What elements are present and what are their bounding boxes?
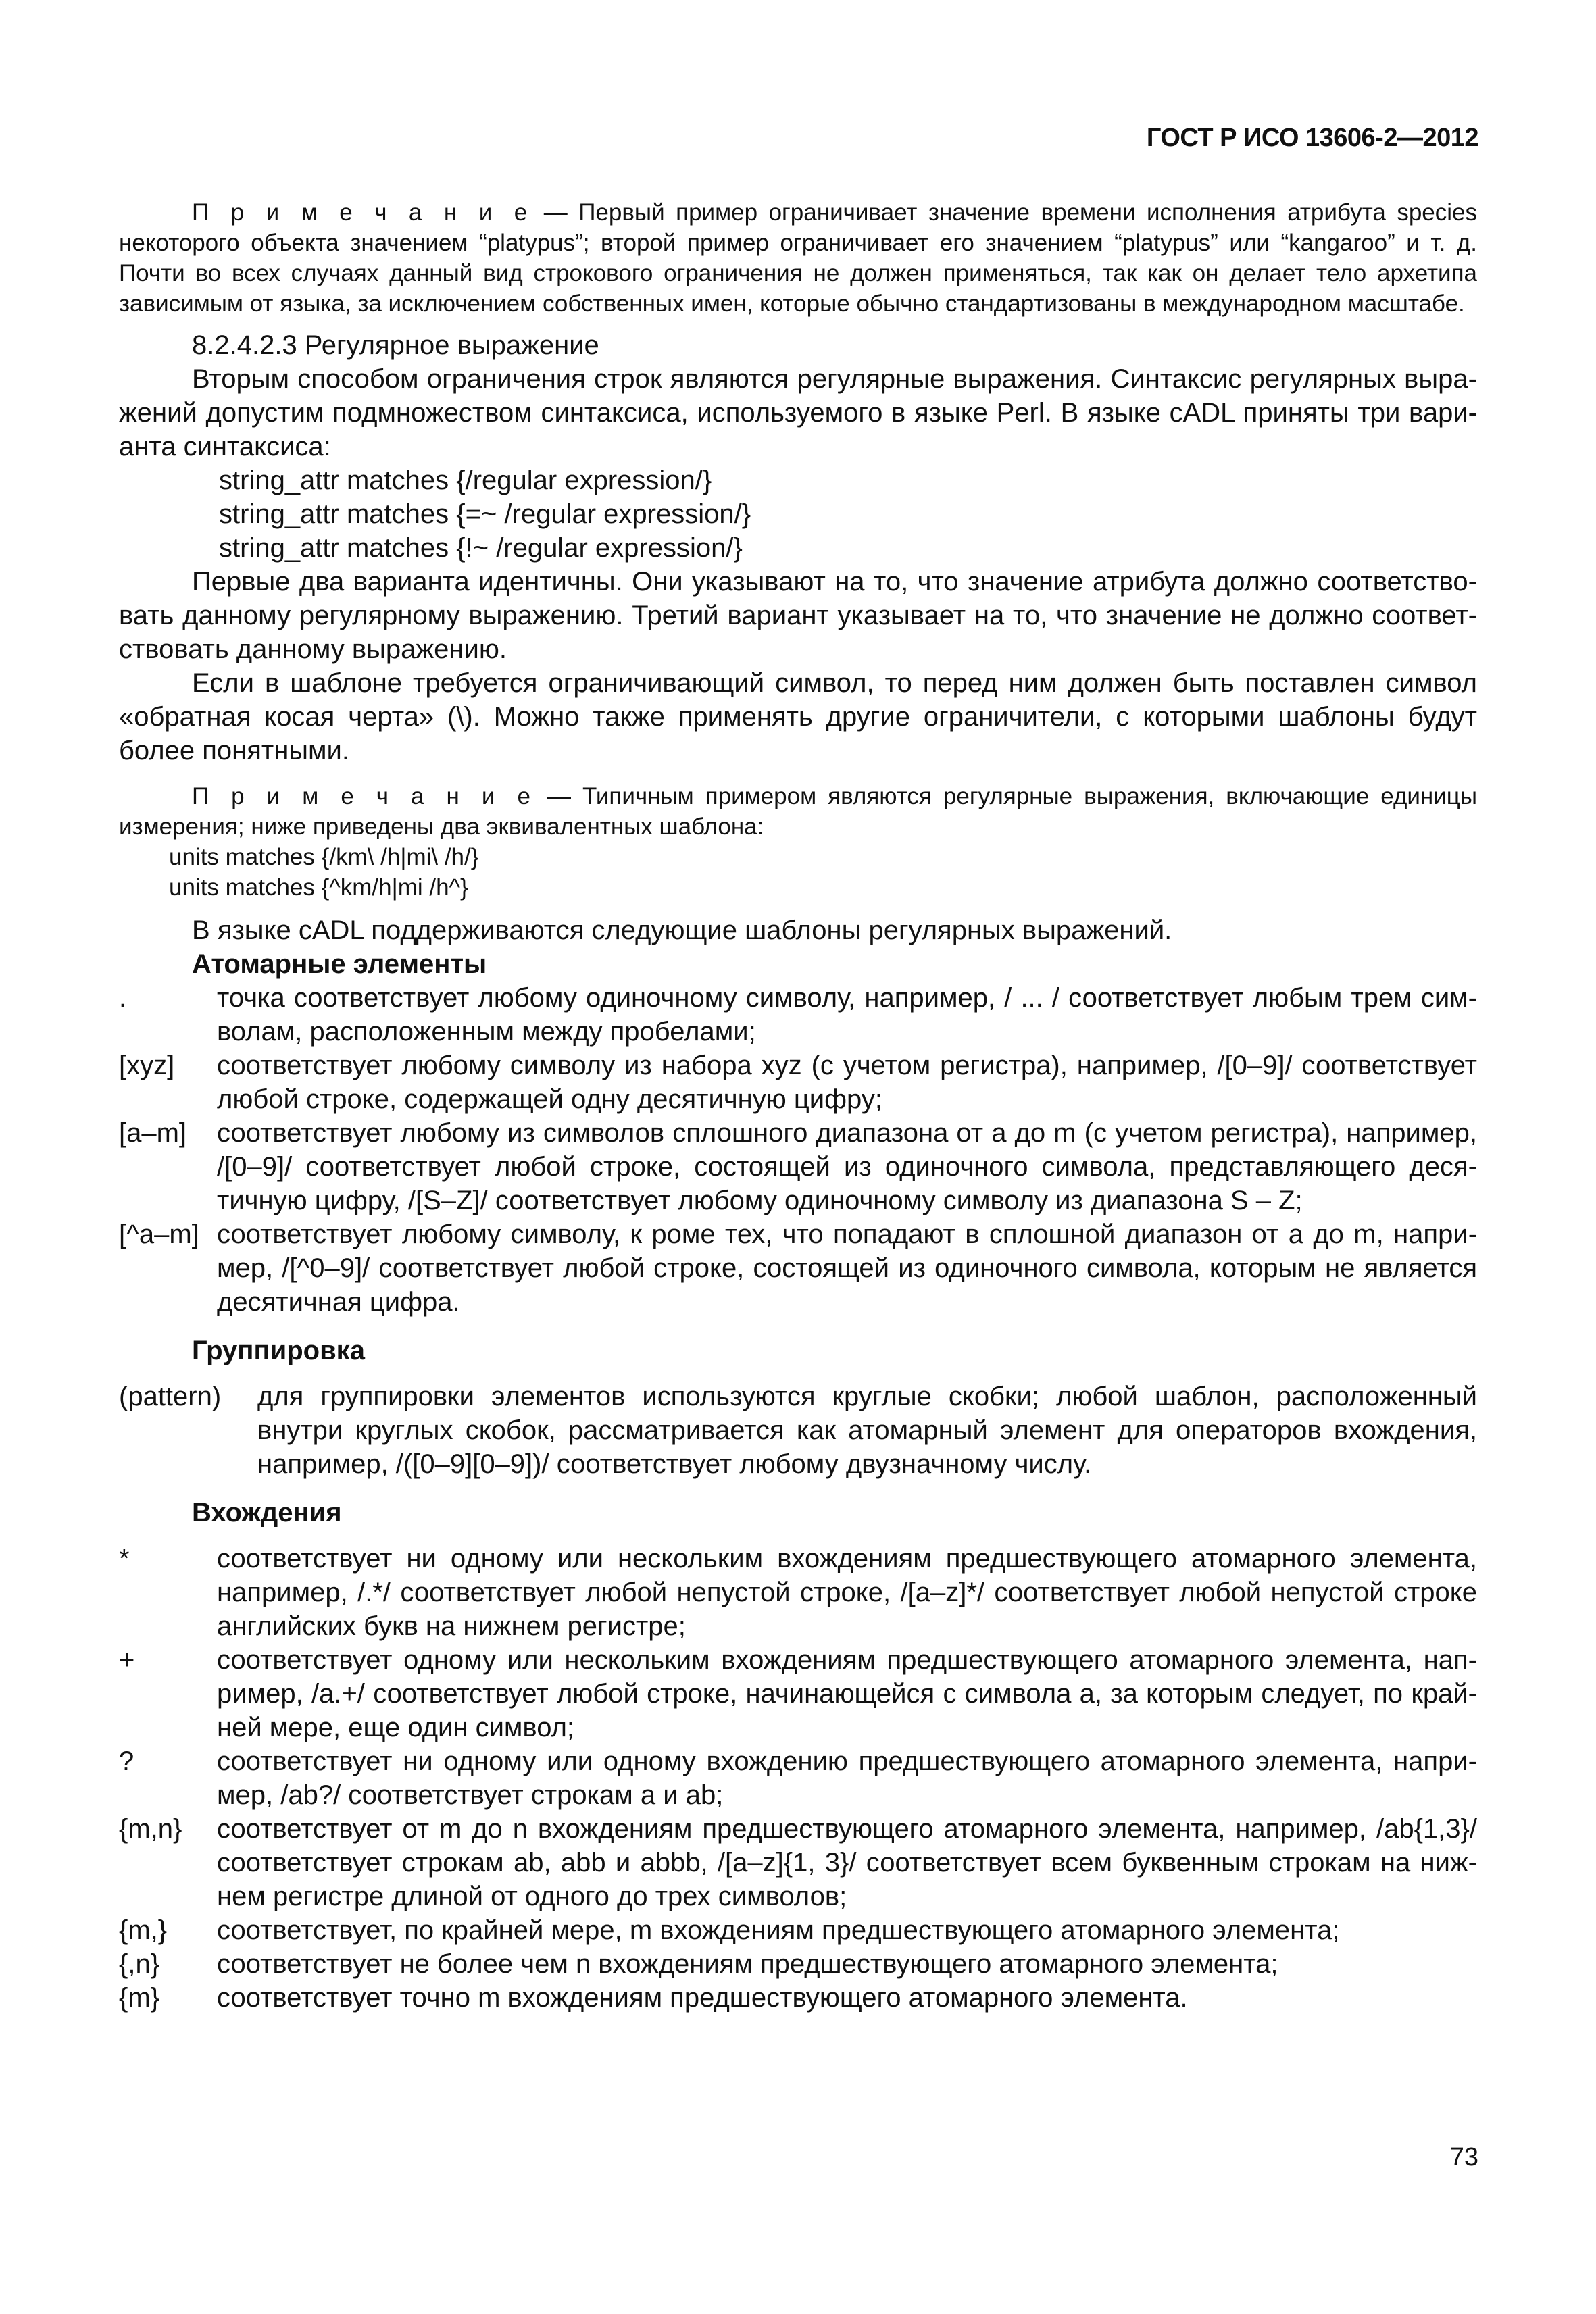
definition-term: . (119, 983, 127, 1013)
definition-term: [xyz] (119, 1051, 175, 1080)
definition-item (119, 1812, 1477, 1913)
atomic-heading: Атомарные элементы (192, 949, 487, 979)
occurrences-heading: Вхождения (192, 1498, 342, 1528)
definition-item (119, 1744, 1477, 1812)
definition-item (119, 1542, 1477, 1643)
definition-term: {,n} (119, 1949, 160, 1979)
definition-desc: соответствует не более чем n вхождениям предшествующего атомарного элемента; (217, 1949, 1278, 1979)
code-line-2: string_attr matches {=~ /regular expression/} (219, 499, 751, 529)
grouping-definition (119, 1380, 1477, 1481)
definition-desc: соответствует точно m вхождениям предшествующего атомарного элемента. (217, 1983, 1188, 2013)
definition-term: {m,n} (119, 1814, 182, 1844)
paragraph-1: Вторым способом ограничения строк являются регулярные выражения. Синтаксис регулярных выражений допустим подмножеством синтаксиса, используемого в языке Perl. В языке cADL приняты три варианта синтаксиса: (119, 364, 1477, 461)
definition-term: {m,} (119, 1915, 168, 1945)
page-number: 73 (1449, 2143, 1478, 2171)
paragraph-2: Первые два варианта идентичны. Они указывают на то, что значение атрибута должно соответствовать данному регулярному выражению. Третий вариант указывает на то, что значение не должно соответствовать данному выражению. (119, 567, 1477, 664)
code-line-1: string_attr matches {/regular expression/} (219, 466, 712, 495)
paragraph-3: Если в шаблоне требуется ограничивающий символ, то перед ним должен быть поставлен символ «обратная косая черта» (\). Можно также применять другие ограничители, с которыми шаблоны будут более понятными. (119, 668, 1477, 765)
definition-desc: соответствует любому из символов сплошного диапазона от a до m (с учетом регистра), например, /[0–9]/ соответствует любой строке, состоящей из одиночного символа, представляющего десятичную цифру, /[S–Z]/ соответствует любому одиночному символу из диапазона S – Z; (217, 1118, 1478, 1215)
note-1-label: П р и м е ч а н и е (192, 199, 533, 226)
definition-desc: точка соответствует любому одиночному символу, например, / ... / соответствует любым трем символам, расположенным между пробелами; (217, 983, 1477, 1047)
note-2-code-1: units matches {/km\ /h|mi\ /h/} (169, 844, 479, 870)
definition-item (119, 1947, 1477, 1981)
atomic-definitions (119, 981, 1477, 1319)
definition-item (119, 1049, 1477, 1116)
definition-item (119, 1217, 1477, 1319)
standard-header: ГОСТ Р ИСО 13606-2—2012 (1146, 124, 1478, 152)
note-2-text: — Типичным примером являются регулярные выражения, включающие единицы измерения; ниже приведены два эквивалентных шаблона: (119, 783, 1478, 840)
definition-term: [a–m] (119, 1118, 187, 1148)
definition-term: ? (119, 1746, 134, 1776)
definition-desc: для группировки элементов используются круглые скобки; любой шаблон, расположенный внутри круглых скобок, рассматривается как атомарный элемент для операторов вхождения, например, /([0–9][0–9])/ соответствует любому двузначному числу. (257, 1382, 1477, 1479)
definition-item (119, 1643, 1477, 1744)
code-line-3: string_attr matches {!~ /regular expression/} (219, 533, 743, 563)
grouping-heading: Группировка (192, 1336, 365, 1365)
page-content (119, 197, 1477, 2015)
occurrence-definitions (119, 1542, 1477, 2015)
definition-item (119, 1913, 1477, 1947)
definition-term: * (119, 1544, 130, 1574)
definition-desc: соответствует ни одному или одному вхождению предшествующего атомарного элемента, например, /ab?/ соответствует строкам a и ab; (217, 1746, 1477, 1810)
definition-term: (pattern) (119, 1382, 222, 1411)
definition-desc: соответствует любому символу, к роме тех, что попадают в сплошной диапазон от a до m, например, /[^0–9]/ соответствует любой строке, состоящей из одиночного символа, которым не является десятичная цифра. (217, 1219, 1478, 1317)
definition-item (119, 1981, 1477, 2015)
note-2-label: П р и м е ч а н и е (192, 783, 536, 809)
definition-desc: соответствует ни одному или нескольким вхождениям предшествующего атомарного элемента, например, /.*/ соответствует любой непустой строке, /[a–z]*/ соответствует любой непустой строке английских букв на нижнем регистре; (217, 1544, 1477, 1641)
note-1-text: — Первый пример ограничивает значение времени исполнения атрибута species некоторого объекта значением “platypus”; второй пример ограничивает его значением “platypus” или “kangaroo” и т. д. Почти во всех случаях данный вид строкового ограничения не должен применяться, так как он делает тело архетипа зависимым от языка, за исключением собственных имен, которые обычно стандартизованы в международном масштабе. (119, 199, 1477, 317)
definition-term: + (119, 1645, 135, 1675)
definition-desc: соответствует от m до n вхождениям предшествующего атомарного элемента, например, /ab{1,3}/ соответствует строкам ab, abb и abbb, /[a–z]{1, 3}/ соответствует всем буквенным строкам на нижнем регистре длиной от одного до трех символов; (217, 1814, 1477, 1911)
definition-item (119, 1116, 1477, 1217)
note-2 (119, 781, 1477, 842)
definition-term: {m} (119, 1983, 160, 2013)
definition-item (119, 981, 1477, 1049)
definition-desc: соответствует, по крайней мере, m вхождениям предшествующего атомарного элемента; (217, 1915, 1340, 1945)
definition-desc: соответствует одному или нескольким вхождениям предшествующего атомарного элемента, например, /a.+/ соответствует любой строке, начинающейся с символа а, за которым следует, по крайней мере, еще один символ; (217, 1645, 1477, 1742)
section-title: 8.2.4.2.3 Регулярное выражение (192, 330, 599, 360)
note-1 (119, 197, 1477, 319)
definition-term: [^a–m] (119, 1219, 199, 1249)
note-2-code-2: units matches {^km/h|mi /h^} (169, 874, 468, 901)
definition-desc: соответствует любому символу из набора xyz (с учетом регистра), например, /[0–9]/ соответствует любой строке, содержащей одну десятичную цифру; (217, 1051, 1477, 1114)
paragraph-4: В языке cADL поддерживаются следующие шаблоны регулярных выражений. (192, 915, 1172, 945)
